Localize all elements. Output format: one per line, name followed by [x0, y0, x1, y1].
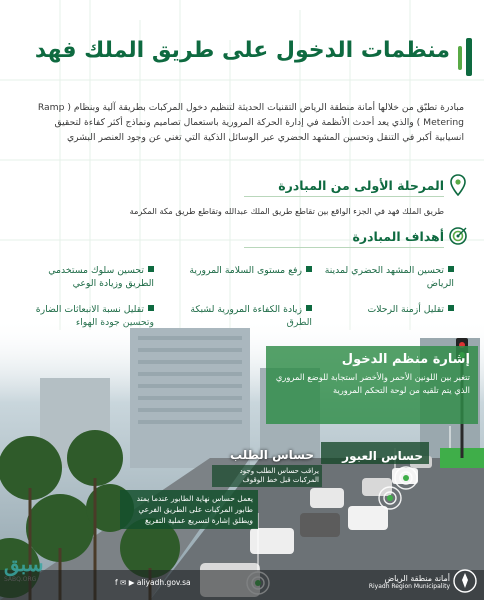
signal-info-box — [266, 346, 478, 424]
municipality-name-en: Riyadh Region Municipality — [368, 583, 450, 590]
title-accent-bar-small — [458, 46, 462, 70]
pass-sensor-box — [321, 442, 429, 464]
request-sensor-title: حساس الطلب — [229, 448, 314, 462]
title-accent-bar — [466, 38, 472, 76]
social-handle-text: aliyadh.gov.sa — [136, 578, 191, 587]
municipality-caption — [330, 574, 450, 596]
sabq-site: SABQ.ORG — [4, 576, 37, 583]
intro-paragraph: مبادرة تطبّق من خلالها أمانة منطقة الرياض التقنيات الحديثة لتنظيم دخول المركبات بطريقة آلية وبنظام ( Ramp Metering ) والذي يعد أحدث الأنظمة في إدارة الحركة المرورية باستعمال تصاميم ونماذج أكثر كفاءة لتحقيق انسيابية أكبر في التنقل وتحسين المشهد الحضري عبر الوسائل الذكية التي تغني عن وجود العنصر البشري — [37, 102, 464, 143]
signal-text: تتغير بين اللونين الأحمر والأخضر استجابة للوضع المروري الذي يتم تلقيه من لوحة التحكم المرورية — [275, 372, 470, 395]
municipality-name-ar: أمانة منطقة الرياض — [384, 574, 450, 583]
pass-sensor-title: حساس العبور — [342, 449, 423, 463]
goals-divider — [244, 247, 444, 248]
target-icon — [448, 226, 468, 246]
goal-item: تقليل أزمنة الرحلات — [324, 303, 454, 316]
social-handle — [115, 578, 191, 587]
location-pin-icon — [450, 174, 466, 196]
page-title: منظمات الدخول على طريق الملك فهد — [34, 38, 450, 63]
goal-item: تقليل نسبة الانبعاثات الضارة — [24, 303, 154, 329]
goals-title: أهداف المبادرة — [352, 229, 444, 244]
sabq-logo: سبق — [4, 552, 44, 576]
goal-item: تحسين المشهد الحضري لمدينة الرياض — [324, 265, 454, 289]
social-icons: f ✉ ▶ — [115, 578, 135, 587]
bullet-square-icon — [148, 305, 154, 311]
municipality-logo-icon — [452, 568, 478, 594]
phase-text: طريق الملك فهد في الجزء الواقع بين تقاطع طريق الملك عبدالله وتقاطع طريق مكة المكرمة — [129, 206, 444, 216]
sabq-watermark — [4, 552, 43, 583]
bullet-square-icon — [306, 305, 312, 311]
phase-divider — [244, 196, 444, 197]
phase-title: المرحلة الأولى من المبادرة — [278, 178, 444, 193]
bullet-square-icon — [306, 266, 312, 272]
goal-item: زيادة الكفاءة المرورية لشبكة — [182, 303, 312, 329]
goal-item: رفع مستوى السلامة المرورية — [182, 264, 312, 277]
goal-item: تحسين سلوك مستخدمي الطريق وزيادة الوعي — [48, 265, 154, 289]
bullet-square-icon — [448, 305, 454, 311]
bullet-square-icon — [148, 266, 154, 272]
request-sensor-text: يراقب حساس الطلب وجود المركبات قبل خط الوقوف — [212, 465, 322, 487]
signal-title: إشارة منظم الدخول — [341, 352, 470, 367]
bullet-square-icon — [448, 266, 454, 272]
queue-sensor-box: يعمل حساس نهاية الطابور عندما يمتد طابور المركبات على الطريق الفرعي ويطلق إشارة لتسريع عملية التفريغ — [120, 490, 258, 529]
